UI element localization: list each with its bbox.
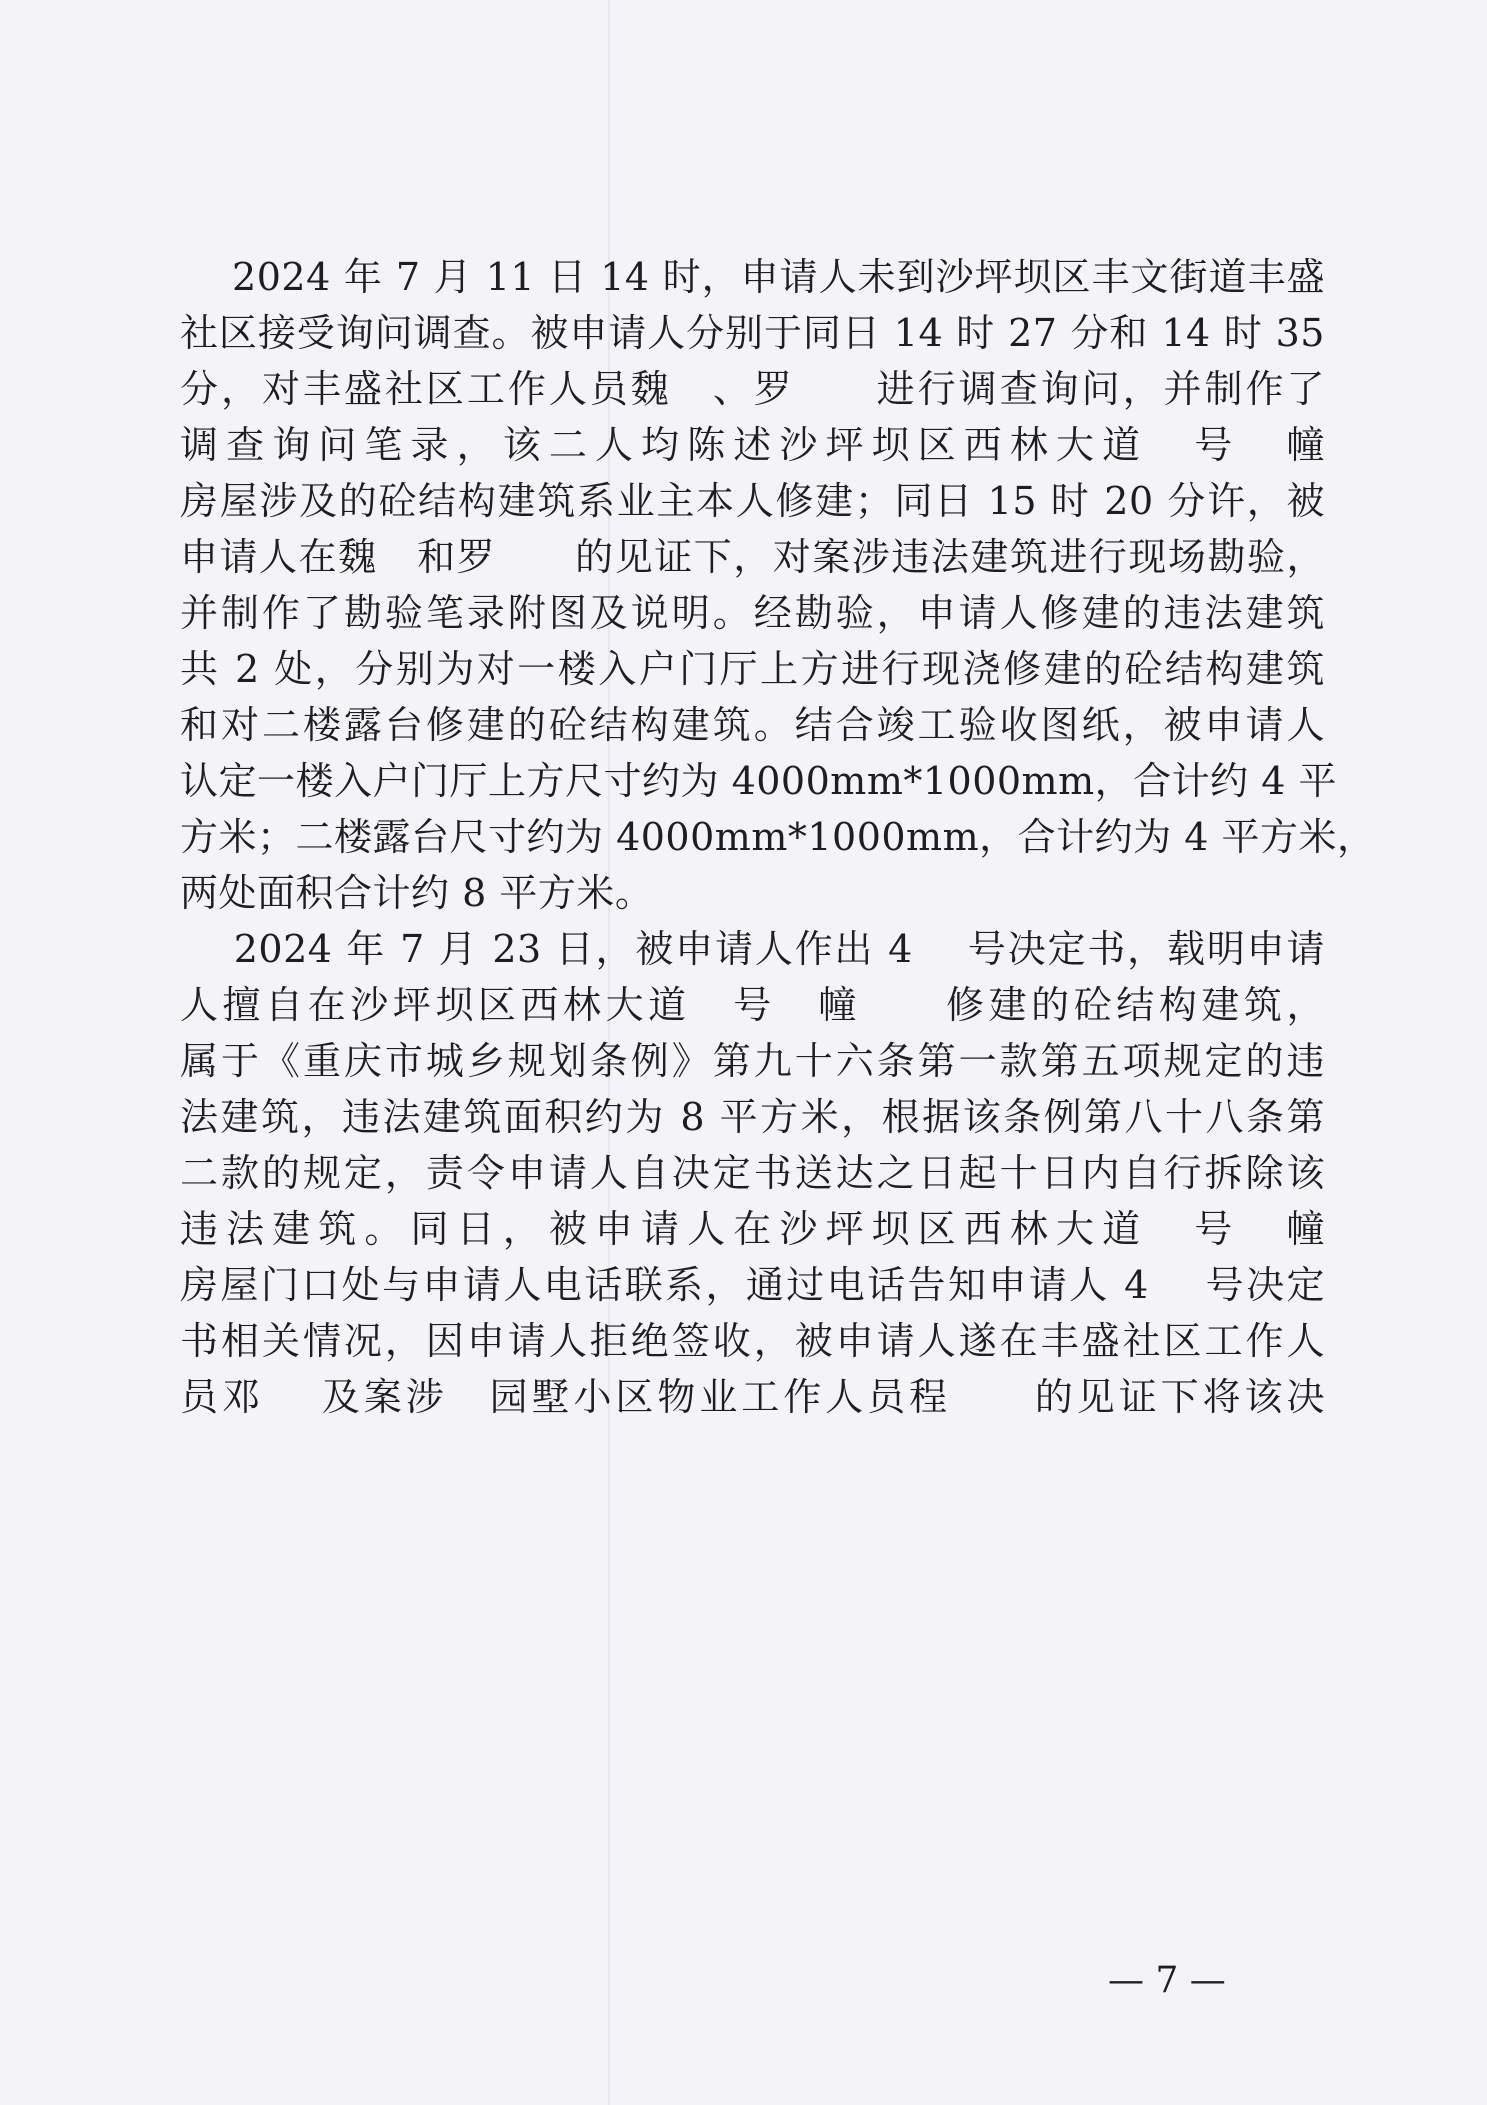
text-line: 人擅自在沙坪坝区西林大道 号 幢 修建的砼结构建筑，: [180, 983, 1325, 1027]
text-line: 房屋涉及的砼结构建筑系业主本人修建；同日 15 时 20 分许，被: [180, 479, 1325, 523]
text-line: 属于《重庆市城乡规划条例》第九十六条第一款第五项规定的违: [180, 1039, 1325, 1083]
text-line: 方米；二楼露台尺寸约为 4000mm*1000mm，合计约为 4 平方米，: [180, 815, 1376, 859]
text-line: 房屋门口处与申请人电话联系，通过电话告知申请人 4 号决定: [180, 1263, 1325, 1307]
text-line: 共 2 处，分别为对一楼入户门厅上方进行现浇修建的砼结构建筑: [180, 647, 1325, 691]
text-line: 并制作了勘验笔录附图及说明。经勘验，申请人修建的违法建筑: [180, 591, 1325, 635]
text-line: 2024 年 7 月 11 日 14 时，申请人未到沙坪坝区丰文街道丰盛: [180, 255, 1325, 299]
text-line: 2024 年 7 月 23 日，被申请人作出 4 号决定书，载明申请: [180, 927, 1325, 971]
text-line: 认定一楼入户门厅上方尺寸约为 4000mm*1000mm，合计约 4 平: [180, 759, 1337, 803]
text-line: 员邓 及案涉 园墅小区物业工作人员程 的见证下将该决: [180, 1375, 1325, 1419]
page-number: — 7 —: [1108, 1960, 1226, 2001]
text-line: 和对二楼露台修建的砼结构建筑。结合竣工验收图纸，被申请人: [180, 703, 1325, 747]
text-line: 社区接受询问调查。被申请人分别于同日 14 时 27 分和 14 时 35: [180, 311, 1325, 355]
text-line: 违法建筑。同日，被申请人在沙坪坝区西林大道 号 幢: [180, 1207, 1402, 1251]
text-line: 法建筑，违法建筑面积约为 8 平方米，根据该条例第八十八条第: [180, 1095, 1325, 1139]
text-line: 调查询问笔录，该二人均陈述沙坪坝区西林大道 号 幢: [180, 423, 1402, 467]
text-line: 申请人在魏 和罗 的见证下，对案涉违法建筑进行现场勘验，: [180, 535, 1325, 579]
text-line: 分，对丰盛社区工作人员魏 、罗 进行调查询问，并制作了: [180, 367, 1325, 411]
text-line: 二款的规定，责令申请人自决定书送达之日起十日内自行拆除该: [180, 1151, 1325, 1195]
text-line: 书相关情况，因申请人拒绝签收，被申请人遂在丰盛社区工作人: [180, 1319, 1325, 1363]
text-line: 两处面积合计约 8 平方米。: [180, 871, 654, 915]
